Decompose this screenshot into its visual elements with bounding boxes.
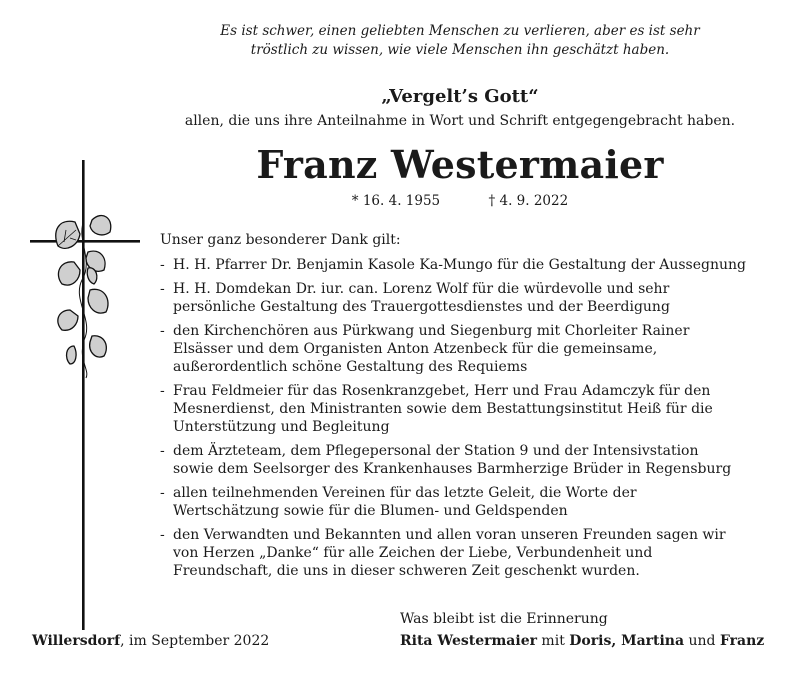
list-item-line: außerordentlich schöne Gestaltung des Requiems [173, 359, 528, 375]
list-dash: - [160, 281, 165, 297]
quote-line-2: tröstlich zu wissen, wie viele Menschen ihn geschätzt haben. [250, 42, 670, 58]
date-text: , im September 2022 [120, 633, 270, 649]
town-name: Willersdorf [32, 633, 121, 649]
list-item [160, 484, 760, 520]
list-dash: - [160, 257, 165, 273]
list-dash: - [160, 383, 165, 399]
remember-line: Was bleibt ist die Erinnerung [400, 611, 608, 627]
death-date: † 4. 9. 2022 [488, 193, 569, 209]
list-item-line: sowie dem Seelsorger des Krankenhauses Barmherzige Brüder in Regensburg [173, 461, 732, 477]
list-item-line: Unterstützung und Begleitung [173, 419, 390, 435]
family-connector-2: und [684, 633, 720, 649]
thanks-intro: Unser ganz besonderer Dank gilt: [160, 232, 401, 248]
list-item-line: Frau Feldmeier für das Rosenkranzgebet, Herr und Frau Adamczyk für den [173, 383, 711, 399]
quote-line-1: Es ist schwer, einen geliebten Menschen zu verlieren, aber es ist sehr [220, 23, 700, 39]
family-person-1: Rita Westermaier [400, 633, 537, 649]
list-dash: - [160, 443, 165, 459]
life-dates [160, 193, 760, 209]
list-item [160, 526, 760, 580]
deceased-name: Franz Westermaier [256, 142, 664, 187]
list-item [160, 256, 760, 274]
list-dash: - [160, 527, 165, 543]
place-and-date [32, 633, 269, 649]
list-item [160, 280, 760, 316]
list-item-line: H. H. Domdekan Dr. iur. can. Lorenz Wolf für die würdevolle und sehr [173, 281, 670, 297]
thanks-list [160, 256, 760, 586]
list-item-line: Elsässer und dem Organisten Anton Atzenbeck für die gemeinsame, [173, 341, 658, 357]
list-item-line: dem Ärzteteam, dem Pflegepersonal der Station 9 und der Intensivstation [173, 443, 699, 459]
birth-date: * 16. 4. 1955 [351, 193, 441, 209]
family-person-3: Franz [719, 633, 765, 649]
list-dash: - [160, 485, 165, 501]
list-item [160, 322, 760, 376]
list-item-line: allen teilnehmenden Vereinen für das letzte Geleit, die Worte der [173, 485, 637, 501]
thanks-line: allen, die uns ihre Anteilnahme in Wort und Schrift entgegengebracht haben. [184, 113, 736, 129]
list-item-line: den Kirchenchören aus Pürkwang und Siegenburg mit Chorleiter Rainer [173, 323, 690, 339]
thanks-title: „Vergelt’s Gott“ [381, 86, 539, 107]
list-item-line: persönliche Gestaltung des Trauergottesdienstes und der Beerdigung [173, 299, 670, 315]
list-item-line: den Verwandten und Bekannten und allen voran unseren Freunden sagen wir [173, 527, 726, 543]
list-item-line: Wertschätzung sowie für die Blumen- und Geldspenden [173, 503, 568, 519]
list-dash: - [160, 323, 165, 339]
list-item-line: Mesnerdienst, den Ministranten sowie dem Bestattungsinstitut Heiß für die [173, 401, 713, 417]
family-person-2: Doris, Martina [569, 633, 685, 649]
list-item [160, 382, 760, 436]
family-connector-1: mit [536, 633, 570, 649]
cross-with-hops-icon [30, 160, 140, 630]
list-item-line: H. H. Pfarrer Dr. Benjamin Kasole Ka-Mungo für die Gestaltung der Aussegnung [173, 257, 746, 273]
family-signature [400, 633, 764, 649]
list-item-line: Freundschaft, die uns in dieser schweren Zeit geschenkt wurden. [173, 563, 640, 579]
list-item-line: von Herzen „Danke“ für alle Zeichen der Liebe, Verbundenheit und [173, 545, 653, 561]
memorial-quote [160, 22, 760, 60]
list-item [160, 442, 760, 478]
